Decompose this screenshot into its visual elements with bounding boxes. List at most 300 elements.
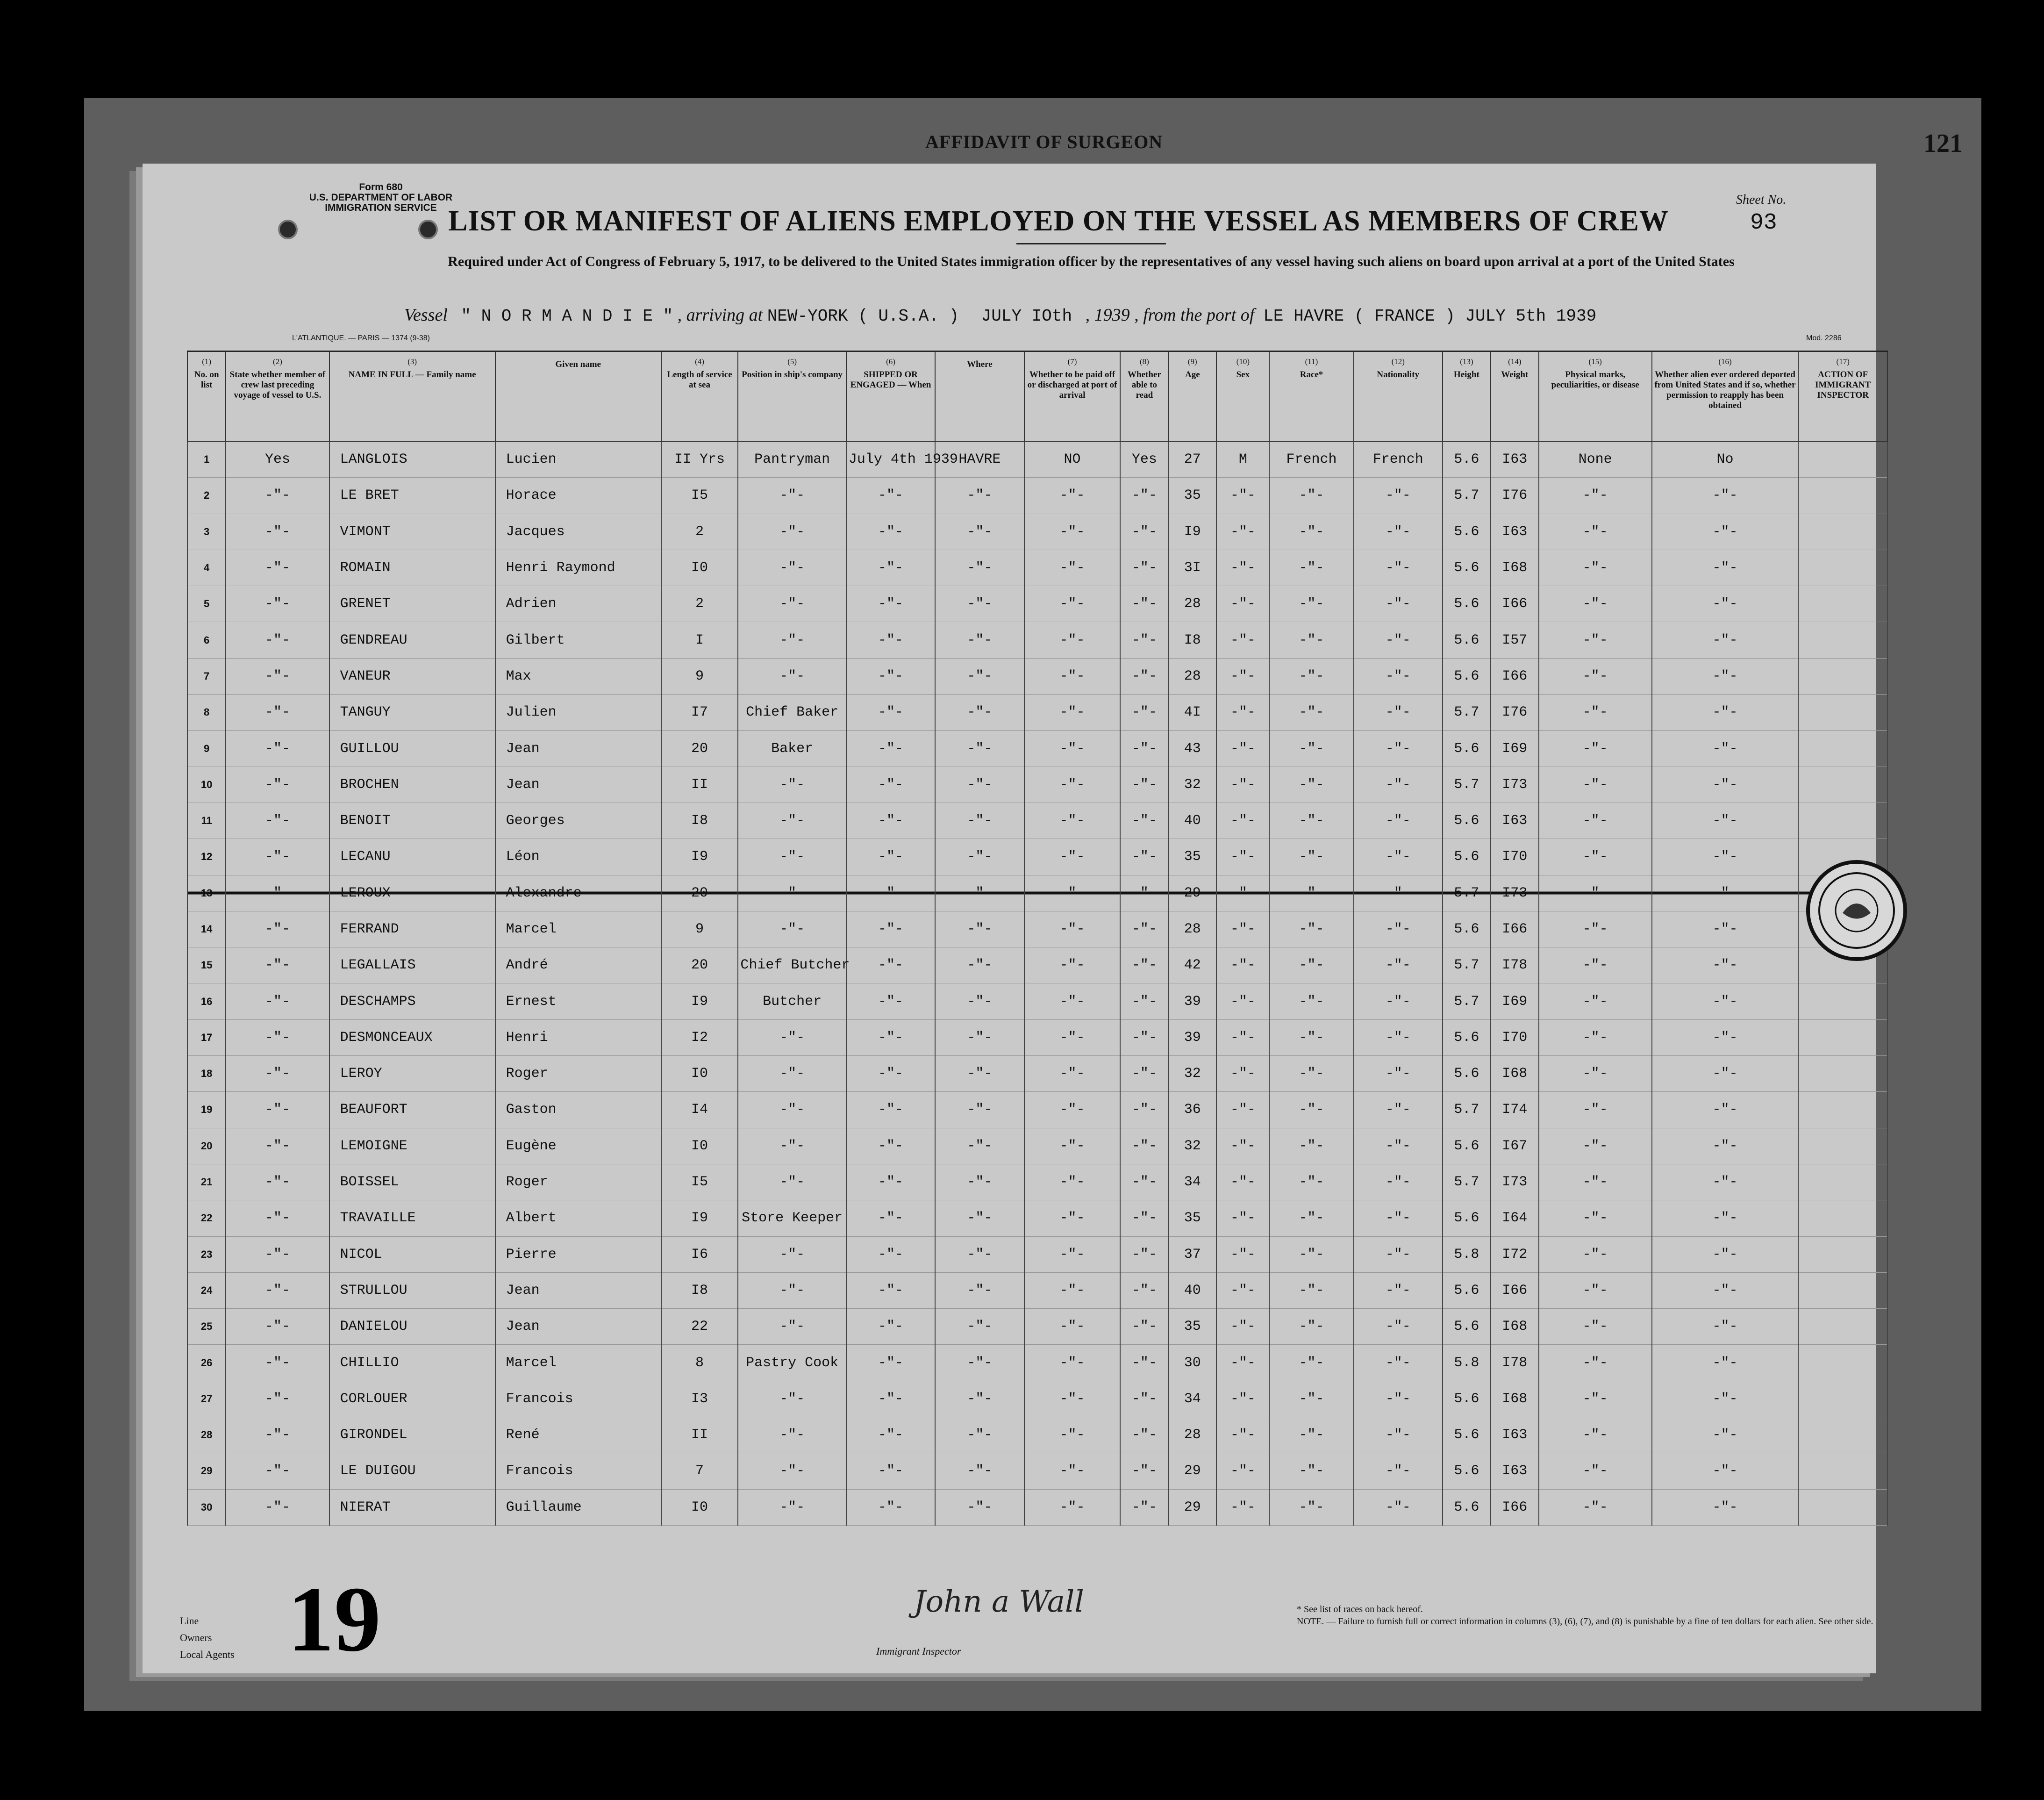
cell-deported: -"- [1652, 911, 1799, 947]
cell-sex: -"- [1216, 1309, 1269, 1345]
footer-note [1297, 1603, 1876, 1628]
arrival-port: NEW-YORK ( U.S.A. ) [767, 307, 959, 326]
cell-where: -"- [935, 947, 1024, 983]
table-row [187, 550, 1887, 586]
cell-weight: I69 [1491, 983, 1539, 1019]
cell-weight: I68 [1491, 1309, 1539, 1345]
cell-paid: -"- [1024, 1453, 1121, 1489]
cell-paid: -"- [1024, 1381, 1121, 1417]
cell-age: 28 [1168, 586, 1216, 622]
cell-when: -"- [846, 983, 935, 1019]
cell-sex: -"- [1216, 1453, 1269, 1489]
column-header [495, 351, 661, 442]
cell-no: 24 [187, 1272, 226, 1308]
cell-given: Jean [495, 1309, 661, 1345]
cell-nat: -"- [1354, 1236, 1443, 1272]
cell-when: -"- [846, 1489, 935, 1525]
column-label: Nationality [1377, 370, 1420, 380]
cell-read: -"- [1120, 695, 1168, 731]
cell-sex: -"- [1216, 1200, 1269, 1236]
table-body [187, 441, 1887, 1525]
cell-no: 25 [187, 1309, 226, 1345]
column-number: (12) [1391, 357, 1405, 366]
cell-marks: -"- [1539, 514, 1652, 550]
cell-prev: -"- [226, 1417, 329, 1453]
cell-service: 2 [661, 514, 738, 550]
cell-no: 26 [187, 1345, 226, 1381]
cell-weight: I68 [1491, 1381, 1539, 1417]
table-row [187, 441, 1887, 478]
cell-action [1798, 658, 1887, 694]
cell-age: 29 [1168, 1489, 1216, 1525]
table-row [187, 839, 1887, 875]
cell-prev: -"- [226, 839, 329, 875]
cell-weight: I66 [1491, 658, 1539, 694]
cell-race: -"- [1269, 731, 1353, 767]
cell-no: 16 [187, 983, 226, 1019]
back-sheet-page-number: 121 [1923, 129, 1963, 158]
cell-deported: -"- [1652, 1056, 1799, 1092]
cell-race: -"- [1269, 875, 1353, 911]
cell-when: -"- [846, 947, 935, 983]
cell-prev: -"- [226, 1309, 329, 1345]
cell-height: 5.6 [1443, 839, 1491, 875]
cell-age: 29 [1168, 1453, 1216, 1489]
cell-read: -"- [1120, 911, 1168, 947]
cell-given: Ernest [495, 983, 661, 1019]
cell-position: -"- [738, 478, 846, 514]
cell-position: Baker [738, 731, 846, 767]
fine-note: NOTE. — Failure to furnish full or correct information in columns (3), (6), (7), and (8) is punishable by a fine of ten dollars for each alien. See other side. [1297, 1616, 1873, 1627]
cell-prev: -"- [226, 1345, 329, 1381]
cell-read: -"- [1120, 1236, 1168, 1272]
cell-no: 6 [187, 622, 226, 658]
cell-where: -"- [935, 983, 1024, 1019]
cell-where: -"- [935, 1453, 1024, 1489]
cell-where: -"- [935, 1200, 1024, 1236]
cell-sex: -"- [1216, 1019, 1269, 1055]
cell-race: -"- [1269, 767, 1353, 803]
cell-prev: -"- [226, 514, 329, 550]
cell-deported: -"- [1652, 1345, 1799, 1381]
form-number: Form 680 [359, 182, 403, 193]
column-header [1652, 351, 1799, 442]
cell-read: -"- [1120, 839, 1168, 875]
cell-when: -"- [846, 1164, 935, 1200]
cell-deported: -"- [1652, 1200, 1799, 1236]
cell-age: 32 [1168, 767, 1216, 803]
column-header [329, 351, 495, 442]
cell-nat: -"- [1354, 1128, 1443, 1164]
cell-marks: -"- [1539, 1128, 1652, 1164]
cell-when: -"- [846, 1309, 935, 1345]
cell-when: -"- [846, 911, 935, 947]
cell-prev: -"- [226, 1272, 329, 1308]
column-header [1120, 351, 1168, 442]
cell-paid: -"- [1024, 803, 1121, 839]
cell-no: 9 [187, 731, 226, 767]
column-label: SHIPPED OR ENGAGED — When [850, 370, 931, 390]
cell-age: 27 [1168, 441, 1216, 478]
cell-sex: -"- [1216, 1128, 1269, 1164]
cell-where: -"- [935, 839, 1024, 875]
cell-family: LEROUX [329, 875, 495, 911]
cell-prev: -"- [226, 658, 329, 694]
cell-family: FERRAND [329, 911, 495, 947]
cell-where: -"- [935, 1092, 1024, 1128]
cell-action [1798, 622, 1887, 658]
cell-position: -"- [738, 875, 846, 911]
cell-sex: -"- [1216, 767, 1269, 803]
cell-action [1798, 767, 1887, 803]
cell-read: -"- [1120, 1489, 1168, 1525]
cell-sex: -"- [1216, 550, 1269, 586]
cell-height: 5.6 [1443, 1272, 1491, 1308]
cell-action [1798, 1417, 1887, 1453]
cell-action [1798, 478, 1887, 514]
cell-height: 5.7 [1443, 767, 1491, 803]
cell-service: II [661, 1417, 738, 1453]
cell-position: Butcher [738, 983, 846, 1019]
cell-service: I4 [661, 1092, 738, 1128]
cell-given: Max [495, 658, 661, 694]
cell-weight: I68 [1491, 550, 1539, 586]
cell-action [1798, 586, 1887, 622]
cell-marks: -"- [1539, 658, 1652, 694]
cell-family: GIRONDEL [329, 1417, 495, 1453]
cell-family: BENOIT [329, 803, 495, 839]
column-number: (1) [202, 357, 212, 366]
cell-weight: I66 [1491, 586, 1539, 622]
cell-prev: -"- [226, 1453, 329, 1489]
cell-where: -"- [935, 1019, 1024, 1055]
cell-given: Marcel [495, 1345, 661, 1381]
cell-prev: -"- [226, 911, 329, 947]
from-port-label: , 1939 , from the port of [1085, 305, 1255, 325]
cell-height: 5.6 [1443, 1056, 1491, 1092]
cell-when: -"- [846, 622, 935, 658]
column-header [1024, 351, 1121, 442]
cell-given: Gaston [495, 1092, 661, 1128]
cell-action [1798, 1272, 1887, 1308]
table-row [187, 1489, 1887, 1525]
cell-deported: -"- [1652, 550, 1799, 586]
cell-family: LEROY [329, 1056, 495, 1092]
cell-paid: -"- [1024, 1272, 1121, 1308]
cell-prev: -"- [226, 622, 329, 658]
cell-age: 39 [1168, 983, 1216, 1019]
cell-read: -"- [1120, 1417, 1168, 1453]
cell-read: -"- [1120, 550, 1168, 586]
cell-where: -"- [935, 767, 1024, 803]
cell-weight: I57 [1491, 622, 1539, 658]
cell-sex: -"- [1216, 947, 1269, 983]
cell-when: -"- [846, 478, 935, 514]
cell-position: Chief Butcher [738, 947, 846, 983]
cell-nat: French [1354, 441, 1443, 478]
cell-nat: -"- [1354, 622, 1443, 658]
cell-paid: -"- [1024, 731, 1121, 767]
column-label: No. on list [194, 370, 219, 390]
cell-height: 5.6 [1443, 550, 1491, 586]
cell-prev: -"- [226, 1019, 329, 1055]
column-label: State whether member of crew last preceding voyage of vessel to U.S. [229, 370, 326, 400]
cell-service: I0 [661, 1056, 738, 1092]
cell-prev: -"- [226, 1489, 329, 1525]
cell-where: -"- [935, 586, 1024, 622]
cell-family: TRAVAILLE [329, 1200, 495, 1236]
cell-family: DESCHAMPS [329, 983, 495, 1019]
cell-service: II Yrs [661, 441, 738, 478]
cell-deported: -"- [1652, 1019, 1799, 1055]
vessel-label: Vessel [404, 305, 448, 325]
cell-where: -"- [935, 550, 1024, 586]
cell-nat: -"- [1354, 1056, 1443, 1092]
cell-when: -"- [846, 1417, 935, 1453]
cell-read: -"- [1120, 1200, 1168, 1236]
column-label: Weight [1501, 370, 1529, 380]
cell-weight: I72 [1491, 1236, 1539, 1272]
column-header [661, 351, 738, 442]
column-header [1216, 351, 1269, 442]
inspector-signature: John a Wall [914, 1585, 1084, 1619]
cell-sex: -"- [1216, 875, 1269, 911]
cell-family: VIMONT [329, 514, 495, 550]
cell-marks: -"- [1539, 1164, 1652, 1200]
form-service: IMMIGRATION SERVICE [325, 202, 437, 213]
cell-family: BOISSEL [329, 1164, 495, 1200]
table-row [187, 586, 1887, 622]
cell-sex: -"- [1216, 1092, 1269, 1128]
cell-given: Léon [495, 839, 661, 875]
cell-race: -"- [1269, 1453, 1353, 1489]
cell-service: I6 [661, 1236, 738, 1272]
cell-nat: -"- [1354, 947, 1443, 983]
cell-age: 42 [1168, 947, 1216, 983]
cell-position: Chief Baker [738, 695, 846, 731]
cell-age: I9 [1168, 514, 1216, 550]
column-label: Physical marks, peculiarities, or disease [1551, 370, 1639, 390]
cell-service: I9 [661, 1200, 738, 1236]
cell-sex: -"- [1216, 911, 1269, 947]
cell-position: -"- [738, 1272, 846, 1308]
cell-position: -"- [738, 1236, 846, 1272]
cell-no: 13 [187, 875, 226, 911]
cell-height: 5.6 [1443, 1453, 1491, 1489]
cell-weight: I63 [1491, 1453, 1539, 1489]
table-row [187, 1381, 1887, 1417]
cell-race: -"- [1269, 911, 1353, 947]
cell-no: 8 [187, 695, 226, 731]
cell-weight: I63 [1491, 803, 1539, 839]
cell-no: 27 [187, 1381, 226, 1417]
cell-height: 5.6 [1443, 731, 1491, 767]
cell-given: Jean [495, 767, 661, 803]
cell-paid: -"- [1024, 767, 1121, 803]
cell-weight: I66 [1491, 911, 1539, 947]
cell-where: -"- [935, 1309, 1024, 1345]
cell-prev: -"- [226, 731, 329, 767]
cell-marks: -"- [1539, 478, 1652, 514]
cell-where: -"- [935, 622, 1024, 658]
table-row [187, 1236, 1887, 1272]
cell-action [1798, 1309, 1887, 1345]
departure-port-date: LE HAVRE ( FRANCE ) JULY 5th 1939 [1263, 307, 1597, 326]
cell-prev: -"- [226, 1056, 329, 1092]
cell-weight: I73 [1491, 767, 1539, 803]
cell-service: I2 [661, 1019, 738, 1055]
cell-weight: I67 [1491, 1128, 1539, 1164]
cell-action [1798, 731, 1887, 767]
column-header [1443, 351, 1491, 442]
consulate-stamp [1806, 860, 1907, 961]
cell-read: Yes [1120, 441, 1168, 478]
cell-given: Albert [495, 1200, 661, 1236]
cell-family: ROMAIN [329, 550, 495, 586]
cell-service: I5 [661, 1164, 738, 1200]
cell-action [1798, 1236, 1887, 1272]
cell-given: Jacques [495, 514, 661, 550]
cell-when: -"- [846, 514, 935, 550]
cell-when: -"- [846, 1056, 935, 1092]
cell-where: -"- [935, 875, 1024, 911]
title-underline [1016, 243, 1166, 244]
cell-position: -"- [738, 514, 846, 550]
cell-service: I3 [661, 1381, 738, 1417]
cell-paid: -"- [1024, 1128, 1121, 1164]
cell-service: 20 [661, 731, 738, 767]
cell-deported: -"- [1652, 514, 1799, 550]
cell-when: -"- [846, 767, 935, 803]
cell-given: Lucien [495, 441, 661, 478]
cell-service: I8 [661, 803, 738, 839]
cell-sex: -"- [1216, 622, 1269, 658]
cell-sex: -"- [1216, 1056, 1269, 1092]
page-title: LIST OR MANIFEST OF ALIENS EMPLOYED ON THE VESSEL AS MEMBERS OF CREW [448, 205, 1669, 237]
cell-height: 5.6 [1443, 803, 1491, 839]
cell-marks: -"- [1539, 1453, 1652, 1489]
cell-family: GUILLOU [329, 731, 495, 767]
cell-paid: -"- [1024, 550, 1121, 586]
cell-age: 35 [1168, 478, 1216, 514]
cell-height: 5.6 [1443, 1128, 1491, 1164]
table-row [187, 767, 1887, 803]
cell-paid: -"- [1024, 695, 1121, 731]
cell-sex: -"- [1216, 1345, 1269, 1381]
cell-height: 5.6 [1443, 514, 1491, 550]
cell-race: -"- [1269, 803, 1353, 839]
cell-given: Eugène [495, 1128, 661, 1164]
cell-action [1798, 1453, 1887, 1489]
cell-nat: -"- [1354, 1309, 1443, 1345]
table-row [187, 911, 1887, 947]
cell-where: -"- [935, 695, 1024, 731]
cell-no: 17 [187, 1019, 226, 1055]
cell-no: 29 [187, 1453, 226, 1489]
cell-marks: -"- [1539, 1417, 1652, 1453]
cell-race: -"- [1269, 1056, 1353, 1092]
cell-family: DESMONCEAUX [329, 1019, 495, 1055]
table-row [187, 658, 1887, 694]
cell-service: 20 [661, 947, 738, 983]
cell-nat: -"- [1354, 1019, 1443, 1055]
cell-paid: -"- [1024, 1164, 1121, 1200]
cell-given: Henri [495, 1019, 661, 1055]
column-label: Where [967, 359, 993, 369]
cell-given: Alexandre [495, 875, 661, 911]
cell-sex: -"- [1216, 658, 1269, 694]
cell-family: LANGLOIS [329, 441, 495, 478]
cell-no: 4 [187, 550, 226, 586]
cell-paid: -"- [1024, 1309, 1121, 1345]
cell-prev: -"- [226, 1128, 329, 1164]
cell-nat: -"- [1354, 839, 1443, 875]
cell-read: -"- [1120, 1309, 1168, 1345]
cell-given: André [495, 947, 661, 983]
cell-age: 35 [1168, 839, 1216, 875]
cell-marks: -"- [1539, 911, 1652, 947]
cell-given: Roger [495, 1164, 661, 1200]
cell-race: -"- [1269, 947, 1353, 983]
column-number: (2) [273, 357, 282, 366]
cell-sex: -"- [1216, 1164, 1269, 1200]
cell-sex: -"- [1216, 1417, 1269, 1453]
arrival-date: JULY IOth [981, 307, 1072, 326]
column-number: (5) [787, 357, 797, 366]
subtitle: Required under Act of Congress of February 5, 1917, to be delivered to the United States immigration officer by the representatives of any vessel having such aliens on board upon arrival at a port of the United States [448, 254, 1735, 269]
form-department: U.S. DEPARTMENT OF LABOR [309, 192, 453, 203]
cell-height: 5.6 [1443, 1309, 1491, 1345]
cell-position: -"- [738, 767, 846, 803]
cell-action [1798, 1381, 1887, 1417]
cell-weight: I66 [1491, 1489, 1539, 1525]
cell-deported: -"- [1652, 478, 1799, 514]
cell-deported: -"- [1652, 1381, 1799, 1417]
cell-when: -"- [846, 1128, 935, 1164]
cell-age: 28 [1168, 658, 1216, 694]
races-note: * See list of races on back hereof. [1297, 1604, 1423, 1614]
cell-no: 18 [187, 1056, 226, 1092]
cell-height: 5.7 [1443, 695, 1491, 731]
cell-position: -"- [738, 1453, 846, 1489]
cell-service: I5 [661, 478, 738, 514]
cell-nat: -"- [1354, 1200, 1443, 1236]
cell-paid: -"- [1024, 586, 1121, 622]
cell-service: 20 [661, 875, 738, 911]
cell-family: BROCHEN [329, 767, 495, 803]
cell-when: -"- [846, 731, 935, 767]
cell-given: Horace [495, 478, 661, 514]
cell-family: DANIELOU [329, 1309, 495, 1345]
cell-nat: -"- [1354, 1417, 1443, 1453]
cell-service: I0 [661, 1128, 738, 1164]
cell-prev: -"- [226, 803, 329, 839]
cell-where: -"- [935, 1345, 1024, 1381]
cell-position: -"- [738, 1092, 846, 1128]
cell-action [1798, 1128, 1887, 1164]
cell-prev: Yes [226, 441, 329, 478]
cell-where: HAVRE [935, 441, 1024, 478]
cell-when: -"- [846, 658, 935, 694]
cell-weight: I68 [1491, 1056, 1539, 1092]
cell-where: -"- [935, 1128, 1024, 1164]
cell-where: -"- [935, 1272, 1024, 1308]
cell-nat: -"- [1354, 1164, 1443, 1200]
cell-deported: -"- [1652, 1092, 1799, 1128]
cell-age: 3I [1168, 550, 1216, 586]
column-label: Position in ship's company [742, 370, 843, 380]
column-label: Age [1185, 370, 1200, 380]
